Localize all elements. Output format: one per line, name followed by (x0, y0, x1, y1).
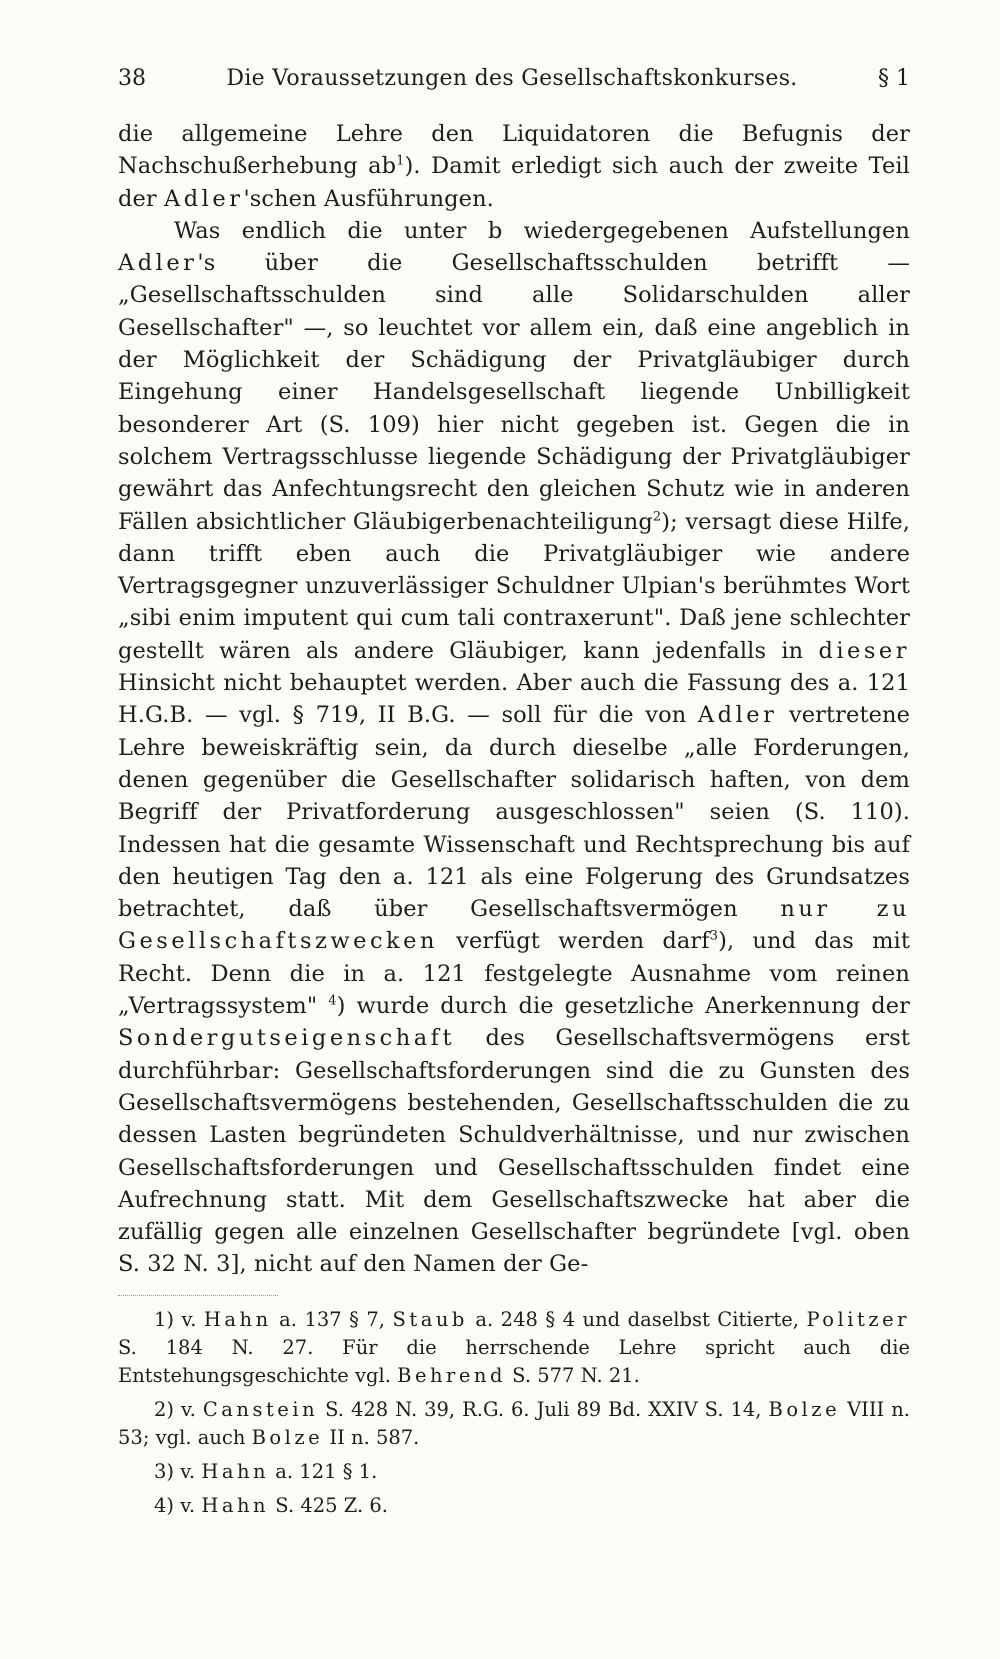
author-name: Canstein (202, 1397, 319, 1421)
author-name: Politzer (806, 1307, 910, 1331)
footnote-ref-3[interactable]: 3 (709, 928, 719, 944)
author-name: Bolze (251, 1425, 324, 1449)
footnote-ref-4[interactable]: 4 (328, 993, 337, 1009)
page-number: 38 (118, 66, 146, 91)
main-text (118, 118, 910, 1281)
emphasis-text: dieser (818, 637, 910, 664)
author-name: Adler (164, 185, 244, 212)
paragraph-2: Was endlich die unter b wiedergegebenen Aufstellungen Adler's über die Gesellschaftsschulden betrifft — „Gesellschaftsschulden sind alle Solidarschulden aller Gesellschafter" —, so leuchtet vor allem ein, daß eine angeblich in der Möglichkeit der Schädigung der Privatgläubiger durch Eingehung einer Handelsgesellschaft liegende Unbilligkeit besonderer Art (S. 109) hier nicht gegeben ist. Gegen die in solchem Vertragsschlusse liegende Schädigung der Privatgläubiger gewährt das Anfechtungsrecht den gleichen Schutz wie in anderen Fällen absichtlicher Gläubigerbenachteiligung$^2$); versagt diese Hilfe, dann trifft eben auch die Privatgläubiger wie andere Vertragsgegner unzuverlässiger Schuldner Ulpian's berühmtes Wort „sibi enim imputent qui cum tali contraxerunt". Daß jene schlechter gestellt wären als andere Gläubiger, kann jedenfalls in dieser Hinsicht nicht behauptet werden. Aber auch die Fassung des a. 121 H.G.B. — vgl. § 719, II B.G. — soll für die von Adler vertretene Lehre beweiskräftig sein, da durch dieselbe „alle Forderungen, denen gegenüber die Gesellschafter solidarisch haften, von dem Begriff der Privatforderung ausgeschlossen" seien (S. 110). Indessen hat die gesamte Wissenschaft und Rechtsprechung bis auf den heutigen Tag den a. 121 als eine Folgerung des Grundsatzes betrachtet, daß über Gesellschaftsvermögen nur zu Gesellschaftszwecken verfügt werden darf$^3$), und das mit Recht. Denn die in a. 121 festgelegte Ausnahme vom reinen „Vertragssystem" $^4$) wurde durch die gesetzliche Anerkennung der Sondergutseigenschaft des Gesellschaftsvermögens erst durchführbar: Gesellschaftsforderungen sind die zu Gunsten des Gesellschaftsvermögens bestehenden, Gesellschaftsschulden die zu dessen Lasten begründeten Schuldverhältnisse, und nur zwischen Gesellschaftsforderungen und Gesellschaftsschulden findet eine Aufrechnung statt. Mit dem Gesellschaftszwecke hat aber die zufällig gegen alle einzelnen Gesellschafter begründete [vgl. oben S. 32 N. 3], nicht auf den Namen der Ge- (118, 217, 911, 1278)
section-mark: § 1 (877, 66, 910, 91)
emphasis-text: nur zu Gesellschaftszwecken (118, 896, 910, 955)
author-name: Staub (392, 1307, 468, 1331)
footnote-3: 3) v. Hahn a. 121 § 1. (154, 1459, 378, 1483)
latin-quote: sibi enim imputent qui cum tali contraxerunt (129, 605, 654, 632)
emphasis-text: Sondergutseigenschaft (118, 1025, 456, 1052)
author-name: Bolze (768, 1397, 841, 1421)
book-page (118, 66, 910, 1526)
author-name: Adler (697, 702, 778, 729)
footnote-ref-1[interactable]: 1 (396, 153, 405, 169)
footnote-divider (118, 1295, 278, 1296)
author-name: Hahn (203, 1307, 272, 1331)
paragraph-1: die allgemeine Lehre den Liquidatoren die Befugnis der Nachschußerhebung $ab^1$). Damit erledigt sich auch der zweite Teil der Adler'schen Ausführungen. (118, 121, 910, 212)
author-name: Hahn (201, 1459, 270, 1483)
footnote-1: 1) v. Hahn a. 137 § 7, Staub a. 248 § 4 und daselbst Citierte, Politzer S. 184 N. 27. Für die herrschende Lehre spricht auch die Entstehungsgeschichte vgl. Behrend S. 577 N. 21. (118, 1307, 910, 1387)
author-name: Hahn (201, 1493, 270, 1517)
footnote-4: 4) v. Hahn S. 425 Z. 6. (154, 1493, 388, 1517)
footnote-ref-2[interactable]: 2 (652, 509, 662, 525)
running-header (118, 66, 910, 102)
footnotes (118, 1306, 910, 1520)
author-name: Adler (118, 250, 198, 277)
running-title: Die Voraussetzungen des Gesellschaftskonkurses. (226, 66, 798, 91)
author-name: Behrend (397, 1363, 506, 1387)
footnote-2: 2) v. Canstein S. 428 N. 39, R.G. 6. Juli 89 Bd. XXIV S. 14, Bolze VIII n. 53; vgl. auch Bolze II n. 587. (118, 1397, 910, 1449)
